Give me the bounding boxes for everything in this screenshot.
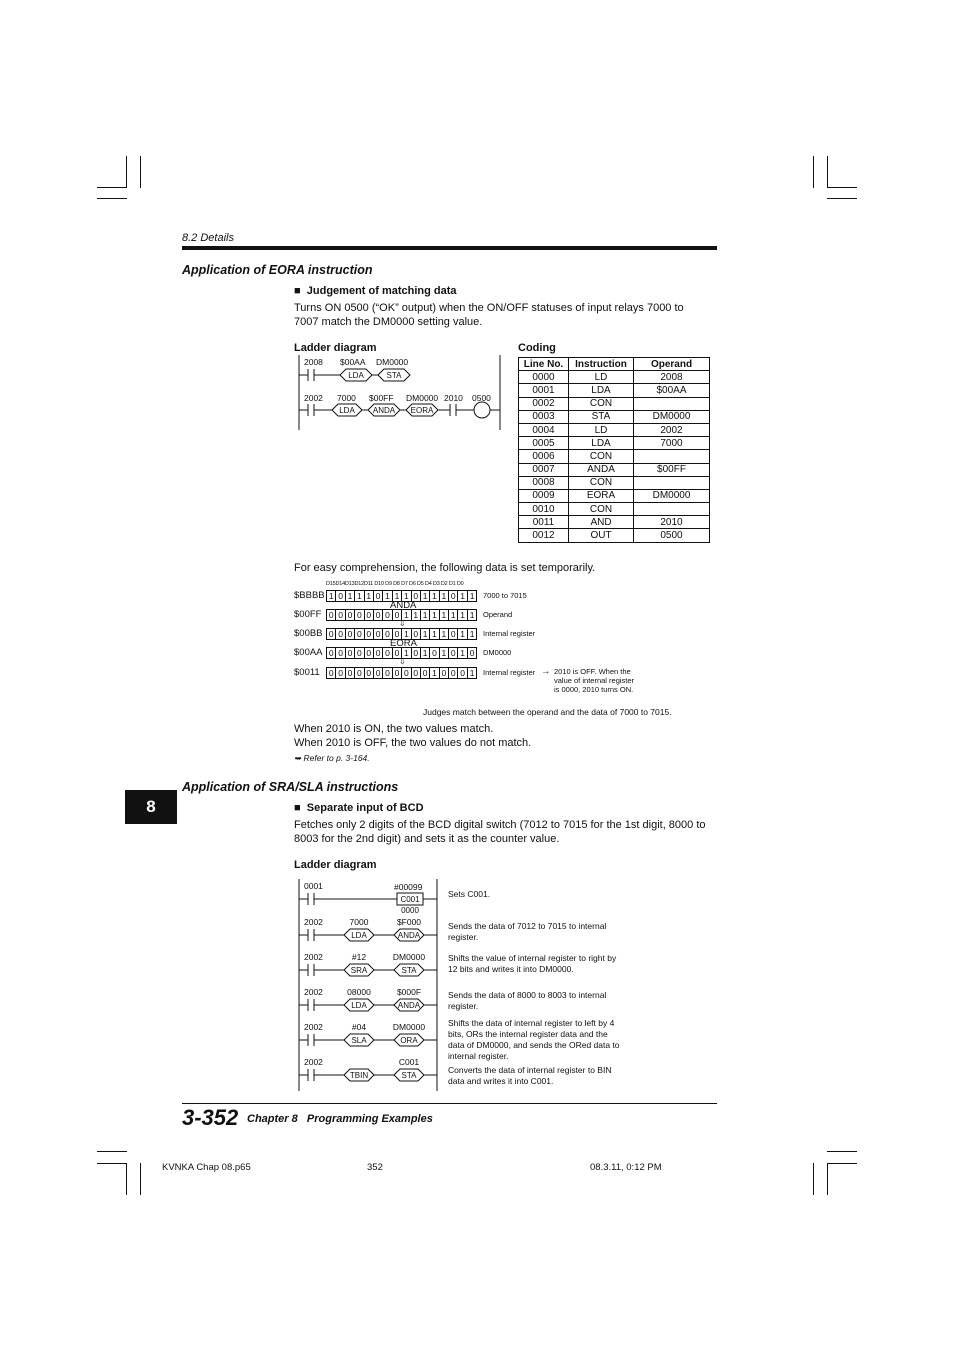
eora-subtitle-text: Judgement of matching data [306, 285, 457, 297]
coding-operand [634, 397, 710, 410]
coding-col-instruction: Instruction [569, 358, 634, 371]
square-bullet-icon: ■ [294, 802, 301, 814]
sra-contact-label: 2002 [304, 917, 323, 927]
footer-page: 352 [367, 1162, 383, 1173]
eora-r2-inst2: ANDA [372, 406, 396, 415]
chapter-tab: 8 [125, 790, 177, 824]
bit-cell: 1 [467, 628, 477, 640]
page-number: 3-352 [182, 1105, 239, 1130]
coding-table [518, 357, 710, 543]
sra-subtitle-text: Separate input of BCD [306, 802, 424, 814]
bit-cell: 1 [420, 628, 429, 640]
down-arrow-icon: ⇩ [399, 657, 406, 666]
result-note-line3: is 0000, 2010 turns ON. [554, 685, 634, 694]
bit-cell: 0 [382, 647, 391, 659]
footer-chapter: Chapter 8 Programming Examples [247, 1113, 433, 1125]
sra-description-line: register. [448, 932, 479, 942]
eora-ladder-label: Ladder diagram [294, 342, 377, 354]
coding-operand: 0500 [634, 529, 710, 542]
bit-cell: 0 [392, 647, 401, 659]
op-eora-label: EORA [390, 638, 417, 649]
example-intro: For easy comprehension, the following data is set temporarily. [294, 562, 596, 574]
bit-cell: 0 [326, 647, 335, 659]
bit-cell: 1 [429, 628, 438, 640]
coding-line-no: 0005 [519, 437, 569, 450]
coding-line-no: 0003 [519, 410, 569, 423]
bit-cell: 0 [382, 667, 391, 679]
bit-cell: 0 [429, 647, 438, 659]
bit-cell: 0 [373, 667, 382, 679]
bit-cell: 1 [401, 609, 410, 621]
coding-operand: 2008 [634, 371, 710, 384]
bit-cell: 1 [467, 590, 477, 602]
sra-instruction-label: ANDA [397, 1001, 421, 1010]
coding-operand: DM0000 [634, 410, 710, 423]
bit-row-note: 7000 to 7015 [483, 591, 527, 600]
bit-cell: 1 [429, 609, 438, 621]
bit-row-label: $00AA [294, 647, 323, 658]
sra-instruction-label: LDA [351, 931, 367, 940]
sra-description-line: data of DM0000, and sends the ORed data to [448, 1040, 620, 1050]
bit-cell: 0 [373, 628, 382, 640]
coding-col-operand: Operand [634, 358, 710, 371]
bit-cell: 0 [335, 667, 344, 679]
bit-cell: 1 [429, 590, 438, 602]
sra-row-description [448, 990, 606, 1012]
bit-cell: 1 [420, 590, 429, 602]
sra-contact-label: 2002 [304, 1057, 323, 1067]
sra-description-line: register. [448, 1001, 479, 1011]
bit-cell: 1 [345, 590, 354, 602]
bit-cell: 1 [420, 647, 429, 659]
bit-cell: 0 [345, 609, 354, 621]
down-arrow-icon: ⇩ [399, 619, 406, 628]
bit-cell: 1 [364, 590, 373, 602]
bit-cell: 0 [411, 647, 420, 659]
coding-row [519, 397, 710, 410]
section-breadcrumb: 8.2 Details [182, 232, 234, 244]
bit-cell: 0 [373, 647, 382, 659]
sra-contact-label: 2002 [304, 1022, 323, 1032]
coding-instruction: ANDA [569, 463, 634, 476]
bit-cell: 0 [382, 609, 391, 621]
coding-operand: $00AA [634, 384, 710, 397]
sra-operand-label: #04 [351, 1022, 367, 1032]
eora-para-line2: 7007 match the DM0000 setting value. [294, 315, 483, 328]
result-note-line2: value of internal register [554, 676, 635, 685]
coding-line-no: 0012 [519, 529, 569, 542]
coding-line-no: 0004 [519, 423, 569, 436]
bit-cell: 0 [392, 628, 401, 640]
bit-cell: 0 [411, 628, 420, 640]
coding-row [519, 463, 710, 476]
bit-cell: 0 [411, 590, 420, 602]
coding-row [519, 423, 710, 436]
coding-instruction: AND [569, 516, 634, 529]
bit-row-label: $00FF [294, 609, 322, 620]
eora-r2-inst3: EORA [410, 406, 434, 415]
sra-r1-contact: 0001 [304, 881, 323, 891]
sra-description-line: Sends the data of 8000 to 8003 to internal [448, 990, 607, 1000]
sra-instruction-label: STA [401, 966, 417, 975]
coding-line-no: 0001 [519, 384, 569, 397]
bit-cell: 1 [439, 647, 448, 659]
bit-cell: 0 [439, 667, 448, 679]
bit-cell: 0 [326, 667, 335, 679]
bit-cell: 0 [457, 667, 466, 679]
bit-cell: 0 [448, 667, 457, 679]
sra-row-description [448, 953, 616, 975]
bit-cell: 0 [448, 590, 457, 602]
bit-cell: 1 [457, 590, 466, 602]
coding-instruction: LDA [569, 384, 634, 397]
coding-row [519, 529, 710, 542]
eora-subtitle [294, 285, 457, 297]
bit-cell: 0 [354, 609, 363, 621]
bit-cell: 1 [354, 590, 363, 602]
coding-instruction: CON [569, 503, 634, 516]
eora-r1-op2: DM0000 [376, 357, 409, 367]
coding-instruction: OUT [569, 529, 634, 542]
bit-cell: 1 [420, 609, 429, 621]
bit-cell: 1 [467, 667, 477, 679]
result-note-line1: 2010 is OFF. When the [554, 667, 631, 676]
bit-cell: 0 [373, 609, 382, 621]
bit-cell: 0 [364, 609, 373, 621]
refer-arrow-icon: ➥ [294, 753, 302, 763]
sra-instruction-label: ANDA [397, 931, 421, 940]
coding-operand: 7000 [634, 437, 710, 450]
bit-cell: 1 [382, 590, 391, 602]
eora-r2-op1: 7000 [337, 393, 356, 403]
sra-ladder-label: Ladder diagram [294, 859, 377, 871]
bit-cell: 0 [364, 647, 373, 659]
bit-row-note: Operand [483, 610, 513, 619]
eora-ladder-diagram [294, 355, 504, 430]
bit-row-note: DM0000 [483, 648, 512, 657]
coding-row [519, 489, 710, 502]
sra-operand-label: 7000 [349, 917, 369, 927]
sra-r1-box2: 0000 [401, 906, 419, 915]
bit-cell: 0 [345, 667, 354, 679]
eora-para-line1: Turns ON 0500 (“OK” output) when the ON/OFF statuses of input relays 7000 to [294, 302, 684, 314]
eora-r2-coil: 0500 [472, 393, 491, 403]
sra-subtitle [294, 802, 424, 814]
refer-text: Refer to p. 3-164. [303, 753, 370, 763]
bit-row-note: Internal register [483, 668, 536, 677]
eora-section-title: Application of EORA instruction [182, 263, 373, 277]
eora-r1-op1: $00AA [340, 357, 366, 367]
coding-line-no: 0006 [519, 450, 569, 463]
eora-r1-inst1: LDA [348, 371, 364, 380]
sra-instruction-label: STA [401, 1071, 417, 1080]
bit-cell: 0 [382, 628, 391, 640]
sra-description-line: data and writes it into C001. [448, 1076, 554, 1086]
sra-row-description [448, 1065, 611, 1087]
coding-row [519, 384, 710, 397]
eora-result-text [294, 723, 531, 750]
result-note [554, 667, 634, 694]
coding-operand [634, 503, 710, 516]
eora-r2-contact: 2002 [304, 393, 323, 403]
coding-row [519, 503, 710, 516]
bit-cell: 0 [420, 667, 429, 679]
coding-operand [634, 476, 710, 489]
sra-operand-label: DM0000 [392, 952, 426, 962]
sra-description-line: 12 bits and writes it into DM0000. [448, 964, 574, 974]
op-anda-label: ANDA [390, 600, 417, 611]
when-on-text: When 2010 is ON, the two values match. [294, 723, 494, 735]
bit-cell: 0 [335, 647, 344, 659]
sra-description-line: Shifts the data of internal register to left by 4 [448, 1018, 615, 1028]
bit-cell: 1 [457, 609, 466, 621]
sra-row-description [448, 889, 490, 900]
coding-instruction: CON [569, 397, 634, 410]
coding-operand: $00FF [634, 463, 710, 476]
sra-para-line2: 8003 for the 2nd digit) and sets it as the counter value. [294, 832, 560, 845]
sra-operand-label: $000F [396, 987, 422, 997]
sra-instruction-label: LDA [351, 1001, 367, 1010]
coding-operand [634, 450, 710, 463]
bit-cell: 1 [439, 628, 448, 640]
sra-r1-box: C001 [400, 895, 420, 904]
bit-cell: 0 [335, 628, 344, 640]
bit-cell: 0 [392, 609, 401, 621]
bit-cell: 0 [373, 590, 382, 602]
sra-description-line: Converts the data of internal register to BIN [448, 1065, 612, 1075]
sra-section-title: Application of SRA/SLA instructions [182, 780, 399, 794]
bit-row-label: $0011 [294, 667, 320, 678]
sra-contact-label: 2002 [304, 987, 323, 997]
coding-line-no: 0010 [519, 503, 569, 516]
bit-cell: 1 [439, 609, 448, 621]
header-rule [182, 246, 717, 250]
coding-instruction: STA [569, 410, 634, 423]
sra-operand-label: $F000 [396, 917, 422, 927]
sra-para-line1: Fetches only 2 digits of the BCD digital switch (7012 to 7015 for the 1st digit, 8000 to [294, 819, 706, 831]
eora-r2-contact2: 2010 [444, 393, 463, 403]
sra-instruction-label: SLA [351, 1036, 367, 1045]
footer-rule [182, 1103, 717, 1104]
sra-operand-label: C001 [398, 1057, 420, 1067]
bit-cell: 0 [411, 667, 420, 679]
when-off-text: When 2010 is OFF, the two values do not match. [294, 736, 532, 749]
coding-row [519, 410, 710, 423]
eora-r2-op2: $00FF [369, 393, 394, 403]
bit-cell: 0 [354, 667, 363, 679]
bit-cell: 0 [364, 628, 373, 640]
bit-cell: 1 [401, 647, 410, 659]
coding-line-no: 0008 [519, 476, 569, 489]
bit-cell: 1 [457, 647, 466, 659]
eora-r1-contact: 2008 [304, 357, 323, 367]
coding-row [519, 450, 710, 463]
coding-row [519, 371, 710, 384]
bit-cell: 1 [439, 590, 448, 602]
bit-cell: 0 [392, 667, 401, 679]
bit-header: D15D14D13D12D11 D10 D9 D8 D7 D6 D5 D4 D3 D2 D1 D0 [326, 581, 464, 587]
judge-note: Judges match between the operand and the data of 7000 to 7015. [423, 707, 672, 717]
bit-cell: 0 [326, 628, 335, 640]
eora-r2-inst1: LDA [339, 406, 355, 415]
coding-instruction: LDA [569, 437, 634, 450]
coding-line-no: 0007 [519, 463, 569, 476]
coding-header-row [519, 358, 710, 371]
sra-operand-label: 08000 [347, 987, 371, 997]
bit-cell: 0 [448, 647, 457, 659]
bit-example [294, 590, 714, 700]
bit-cell: 0 [326, 609, 335, 621]
bit-cell: 0 [401, 667, 410, 679]
bit-cell: 0 [335, 609, 344, 621]
square-bullet-icon: ■ [294, 285, 301, 297]
sra-operand-label: #12 [351, 952, 367, 962]
bit-row-note: Internal register [483, 629, 536, 638]
coding-row [519, 476, 710, 489]
coding-instruction: LD [569, 371, 634, 384]
bit-cell: 1 [448, 609, 457, 621]
bit-cell: 0 [448, 628, 457, 640]
bit-cell: 0 [335, 590, 344, 602]
eora-description [294, 302, 684, 329]
coding-row [519, 437, 710, 450]
coding-line-no: 0002 [519, 397, 569, 410]
sra-operand-label: DM0000 [392, 1022, 426, 1032]
sra-contact-label: 2002 [304, 952, 323, 962]
coding-col-line: Line No. [519, 358, 569, 371]
sra-description [294, 819, 706, 846]
sra-instruction-label: TBIN [349, 1071, 369, 1080]
coding-operand: 2010 [634, 516, 710, 529]
sra-ladder-diagram [294, 879, 444, 1091]
coding-instruction: CON [569, 476, 634, 489]
bit-row-label: $00BB [294, 628, 323, 639]
bit-cell: 1 [467, 609, 477, 621]
bit-cell: 1 [401, 628, 410, 640]
bit-cell: 0 [354, 647, 363, 659]
eora-r1-inst2: STA [386, 371, 402, 380]
coding-instruction: EORA [569, 489, 634, 502]
bit-cell: 0 [364, 667, 373, 679]
coding-instruction: LD [569, 423, 634, 436]
refer-link[interactable] [294, 753, 370, 764]
sra-description-line: Sets C001. [448, 889, 491, 899]
bit-row-cells [326, 667, 477, 679]
sra-row-description [448, 1018, 620, 1062]
bit-cell: 1 [326, 590, 335, 602]
bit-cell: 0 [467, 647, 477, 659]
coding-line-no: 0009 [519, 489, 569, 502]
bit-row-label: $BBBB [294, 590, 325, 601]
sra-instruction-label: SRA [350, 966, 368, 975]
sra-instruction-label: ORA [400, 1036, 418, 1045]
bit-cell: 1 [411, 609, 420, 621]
bit-cell: 1 [457, 628, 466, 640]
coding-line-no: 0000 [519, 371, 569, 384]
coding-instruction: CON [569, 450, 634, 463]
sra-description-line: bits, ORs the internal register data and the [448, 1029, 608, 1039]
eora-r2-op3: DM0000 [406, 393, 439, 403]
coding-row [519, 516, 710, 529]
bit-cell: 0 [345, 647, 354, 659]
bit-cell: 0 [345, 628, 354, 640]
result-arrow-icon: → [541, 666, 551, 677]
sra-r1-op: #00099 [394, 882, 423, 892]
coding-operand: 2002 [634, 423, 710, 436]
eora-coding-label: Coding [518, 342, 556, 354]
sra-description-line: Sends the data of 7012 to 7015 to internal [448, 921, 607, 931]
footer-date: 08.3.11, 0:12 PM [590, 1162, 662, 1173]
bit-cell: 0 [354, 628, 363, 640]
coding-operand: DM0000 [634, 489, 710, 502]
sra-description-line: Shifts the value of internal register to right by [448, 953, 617, 963]
bit-cell: 1 [429, 667, 438, 679]
footer-file: KVNKA Chap 08.p65 [162, 1162, 251, 1173]
sra-description-line: internal register. [448, 1051, 509, 1061]
bit-cell: 1 [401, 590, 410, 602]
bit-cell: 1 [392, 590, 401, 602]
sra-descriptions [448, 879, 648, 1094]
sra-row-description [448, 921, 606, 943]
coding-line-no: 0011 [519, 516, 569, 529]
